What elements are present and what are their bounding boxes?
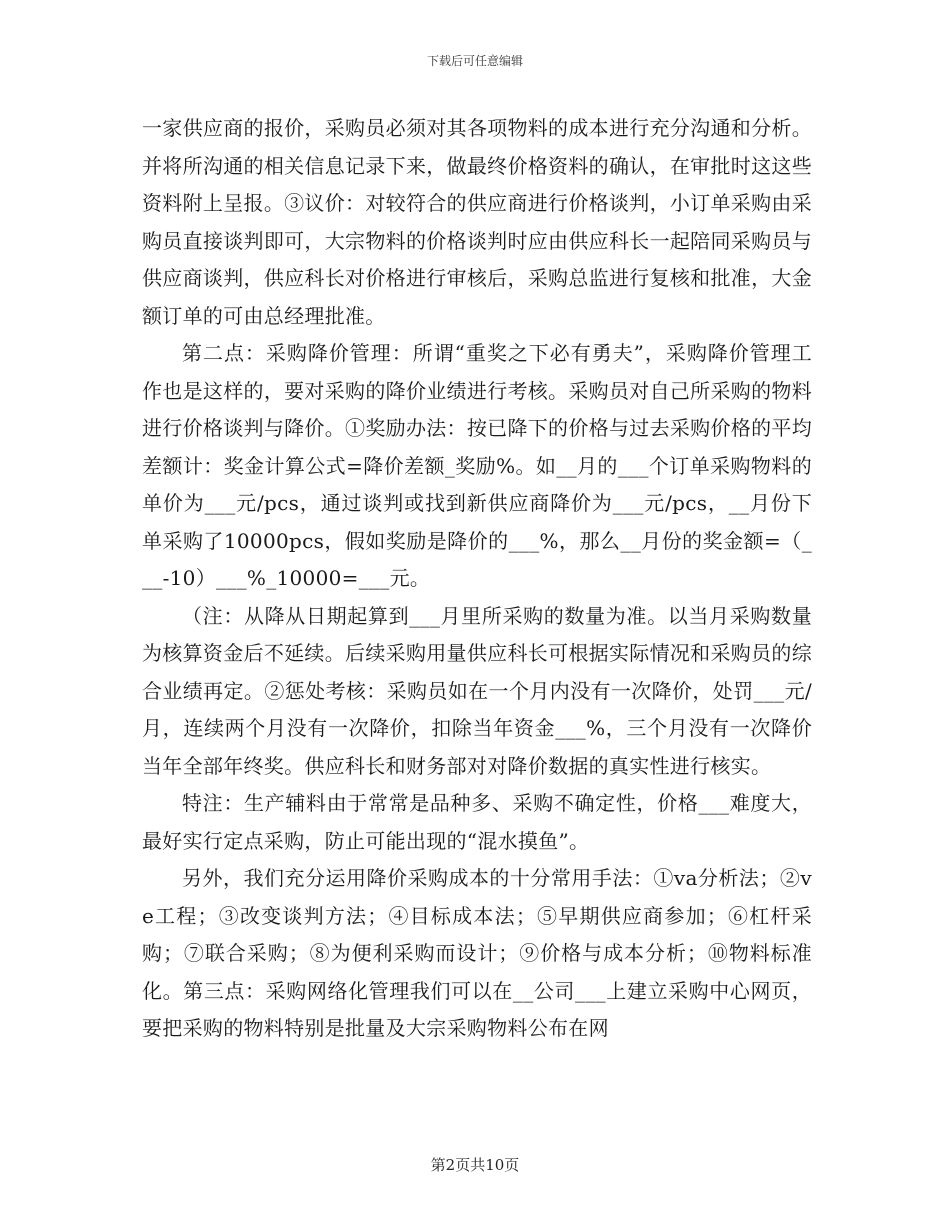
paragraph-4: 特注：生产辅料由于常常是品种多、采购不确定性，价格___难度大，最好实行定点采购，防止可能出现的“混水摸鱼”。 bbox=[142, 791, 812, 853]
paragraph-1: 一家供应商的报价，采购员必须对其各项物料的成本进行充分沟通和分析。并将所沟通的相关信息记录下来，做最终价格资料的确认，在审批时这这些资料附上呈报。③议价：对较符合的供应商进行价格谈判，小订单采购由采购员直接谈判即可，大宗物料的价格谈判时应由供应科长一起陪同采购员与供应商谈判，供应科长对价格进行审核后，采购总监进行复核和批准，大金额订单的可由总经理批准。 bbox=[142, 116, 812, 328]
paragraph-3: （注：从降从日期起算到___月里所采购的数量为准。以当月采购数量为核算资金后不延续。后续采购用量供应科长可根据实际情况和采购员的综合业绩再定。②惩处考核：采购员如在一个月内没有一次降价，处罚___元/月，连续两个月没有一次降价，扣除当年资金___%，三个月没有一次降价当年全部年终奖。供应科长和财务部对对降价数据的真实性进行核实。 bbox=[142, 603, 812, 778]
document-body bbox=[142, 110, 812, 1048]
paragraph-5: 另外，我们充分运用降价采购成本的十分常用手法：①va分析法；②ve工程；③改变谈判方法；④目标成本法；⑤早期供应商参加；⑥杠杆采购；⑦联合采购；⑧为便利采购而设计；⑨价格与成本分析；⑩物料标准化。第三点：采购网络化管理我们可以在__公司___上建立采购中心网页，要把采购的物料特别是批量及大宗采购物料公布在网 bbox=[142, 866, 812, 1040]
paragraph-2: 第二点：采购降价管理：所谓“重奖之下必有勇夫”，采购降价管理工作也是这样的，要对采购的降价业绩进行考核。采购员对自己所采购的物料进行价格谈判与降价。①奖励办法：按已降下的价格与过去采购价格的平均差额计：奖金计算公式=降价差额_奖励%。如__月的___个订单采购物料的单价为___元/pcs，通过谈判或找到新供应商降价为___元/pcs，__月份下单采购了10000pcs，假如奖励是降价的___%，那么__月份的奖金额=（___-10）___%_10000=___元。 bbox=[142, 341, 812, 590]
page-number: 第2页共10页 bbox=[430, 1156, 520, 1174]
page-header: 下载后可任意编辑 bbox=[426, 54, 523, 68]
